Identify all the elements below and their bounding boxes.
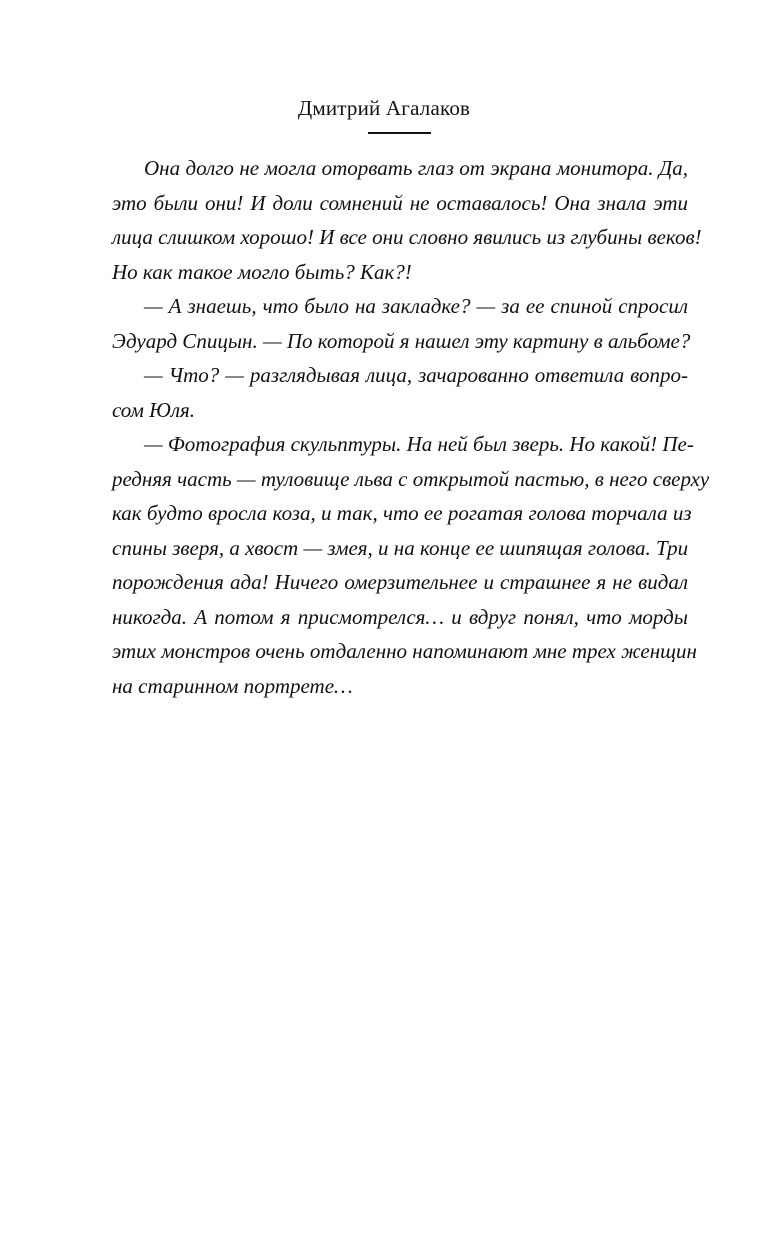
text-line: никогда. А потом я присмотрелся… и вдруг понял, что морды [112, 604, 688, 629]
header-rule [368, 132, 431, 134]
text-line: сом Юля. [112, 397, 195, 422]
text-line: — Фотография скульптуры. На ней был зверь. Но какой! Пе- [144, 432, 694, 456]
text-line: редняя часть — туловище льва с открытой пастью, в него сверху [112, 466, 710, 491]
text-line: этих монстров очень отдаленно напоминают мне трех женщин [112, 639, 697, 663]
paragraph-1 [112, 151, 702, 289]
paragraph-4 [112, 427, 710, 703]
text-line: как будто вросла коза, и так, что ее рогатая голова торчала из [112, 501, 692, 525]
running-header-author: Дмитрий Агалаков [297, 96, 471, 120]
text-line: Эдуард Спицын. — По которой я нашел эту картину в альбоме? [112, 328, 691, 353]
paragraph-3 [112, 358, 688, 427]
body-text [112, 151, 710, 703]
text-line: спины зверя, а хвост — змея, и на конце ее шипящая голова. Три [112, 535, 689, 560]
text-line: Она долго не могла оторвать глаз от экрана монитора. Да, [144, 156, 688, 180]
text-line: Но как такое могло быть? Как?! [112, 259, 412, 284]
paragraph-2 [112, 289, 691, 358]
text-line: — Что? — разглядывая лица, зачарованно ответила вопро- [144, 363, 688, 387]
text-line: — А знаешь, что было на закладке? — за ее спиной спросил [144, 294, 688, 318]
text-line: порождения ада! Ничего омерзительнее и страшнее я не видал [112, 570, 688, 594]
text-line: на старинном портрете… [112, 673, 353, 698]
text-line: это были они! И доли сомнений не оставалось! Она знала эти [112, 190, 688, 215]
text-line: лица слишком хорошо! И все они словно явились из глубины веков! [112, 225, 702, 249]
